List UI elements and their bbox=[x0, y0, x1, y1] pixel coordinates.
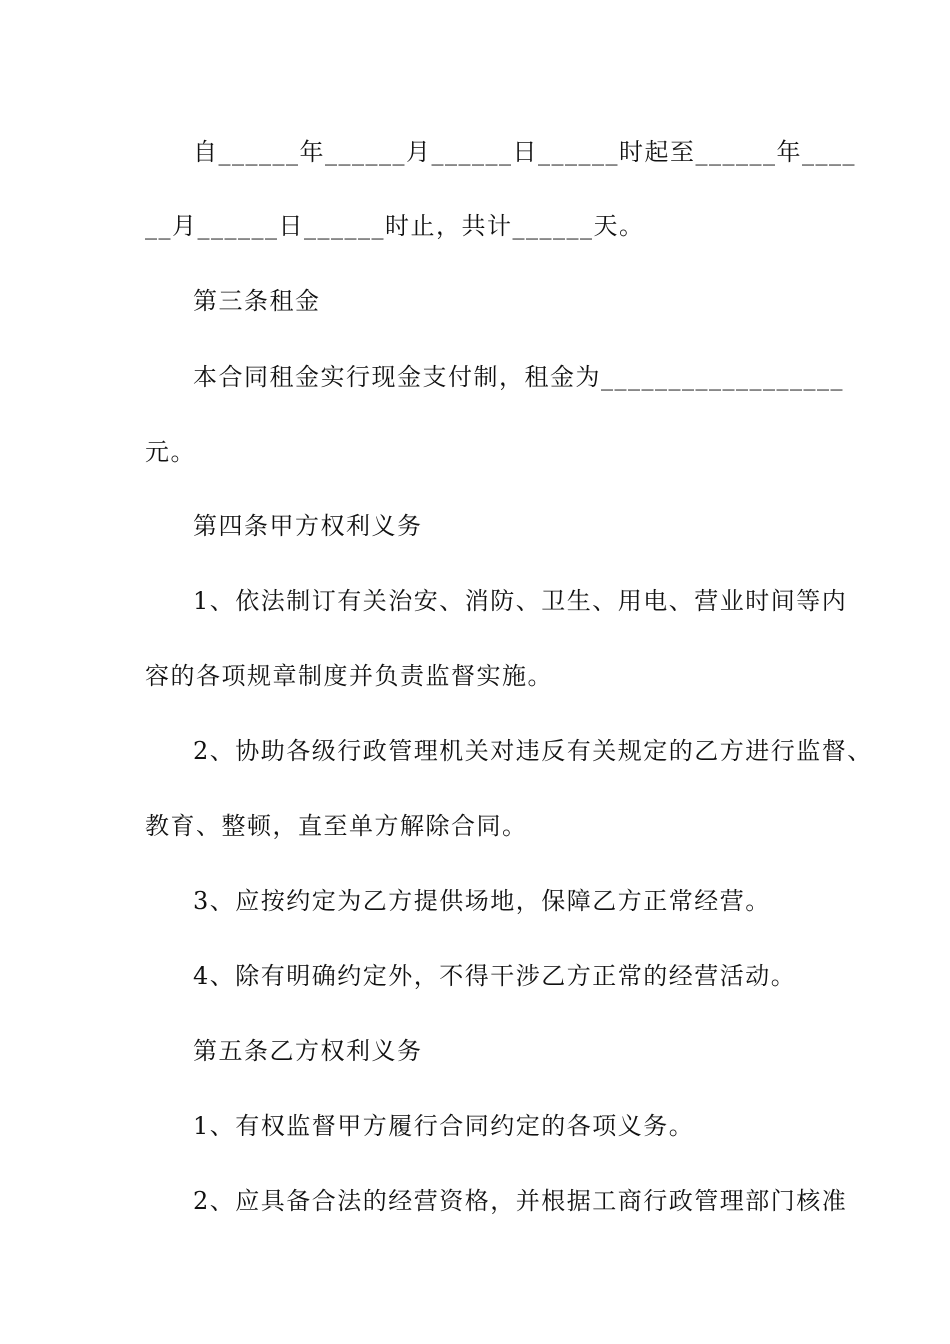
rent-payment-line: 本合同租金实行现金支付制，租金为__________________ bbox=[193, 363, 844, 391]
party-a-duty-3: 3、应按约定为乙方提供场地，保障乙方正常经营。 bbox=[193, 887, 771, 915]
article-4-heading: 第四条甲方权利义务 bbox=[193, 512, 423, 540]
article-3-heading: 第三条租金 bbox=[193, 287, 321, 315]
party-a-duty-4: 4、除有明确约定外，不得干涉乙方正常的经营活动。 bbox=[193, 962, 797, 990]
party-b-duty-2-line-1: 2、应具备合法的经营资格，并根据工商行政管理部门核准 bbox=[193, 1187, 848, 1215]
rental-period-end-line: __月______日______时止，共计______天。 bbox=[145, 212, 645, 240]
rent-currency-line: 元。 bbox=[145, 438, 196, 466]
party-a-duty-2-line-1: 2、协助各级行政管理机关对违反有关规定的乙方进行监督、 bbox=[193, 737, 873, 765]
party-a-duty-1-line-2: 容的各项规章制度并负责监督实施。 bbox=[145, 662, 553, 690]
party-b-right-1: 1、有权监督甲方履行合同约定的各项义务。 bbox=[193, 1112, 695, 1140]
party-a-duty-2-line-2: 教育、整顿，直至单方解除合同。 bbox=[145, 812, 528, 840]
party-a-duty-1-line-1: 1、依法制订有关治安、消防、卫生、用电、营业时间等内 bbox=[193, 587, 848, 615]
rental-period-start-line: 自______年______月______日______时起至______年____ bbox=[193, 138, 856, 166]
article-5-heading: 第五条乙方权利义务 bbox=[193, 1037, 423, 1065]
